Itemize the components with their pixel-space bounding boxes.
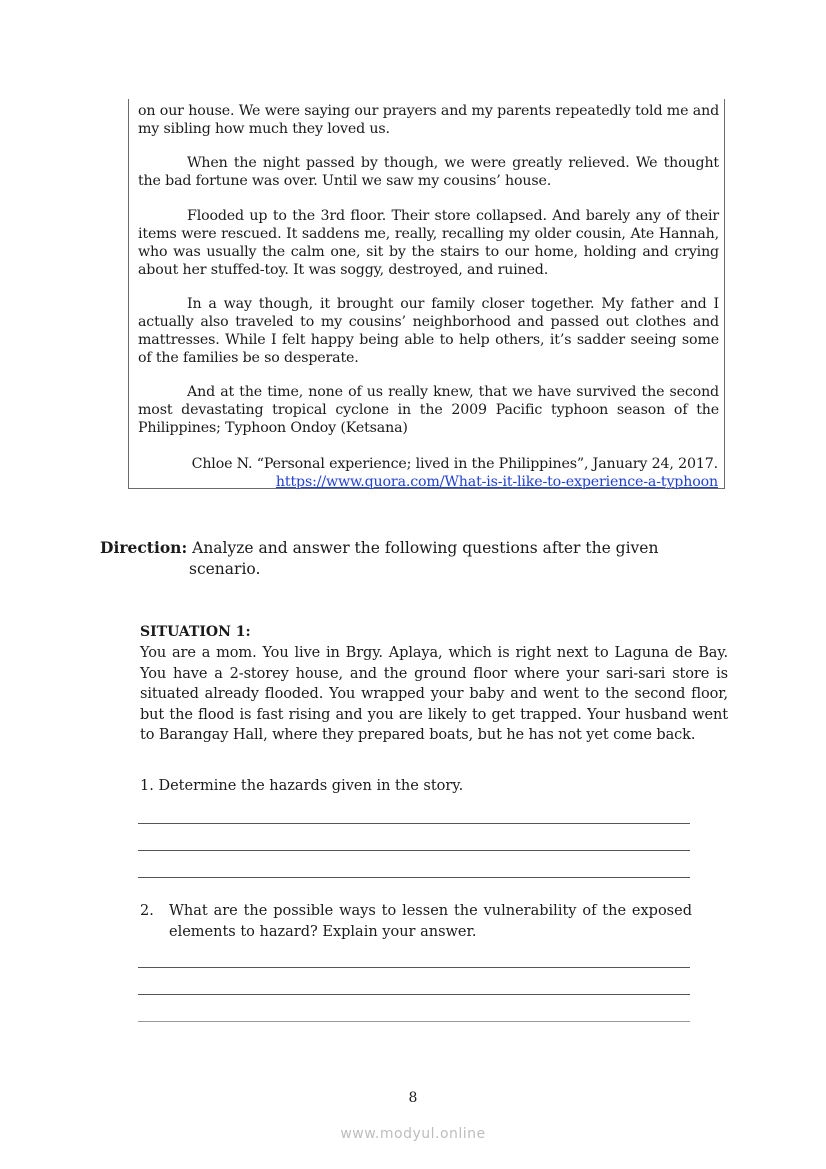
situation-title: SITUATION 1:: [140, 624, 251, 640]
question-number: 1.: [140, 778, 154, 794]
answer-line[interactable]: [138, 877, 690, 878]
answer-line[interactable]: [138, 967, 690, 968]
answer-line[interactable]: [138, 850, 690, 851]
story-paragraph: When the night passed by though, we were greatly relieved. We thought the bad fortune was over. Until we saw my cousins’ house.: [138, 155, 719, 189]
direction-label: Direction:: [100, 538, 188, 557]
direction-text-cont: scenario.: [189, 560, 261, 578]
citation: [192, 455, 718, 491]
situation-body: You are a mom. You live in Brgy. Aplaya, which is right next to Laguna de Bay. You have a 2-storey house, and the ground floor where your sari-sari store is situated already flooded. You wrapped your baby and went to the second floor, but the flood is fast rising and you are likely to get trapped. Your husband went to Barangay Hall, where they prepared boats, but he has not yet come back.: [140, 645, 728, 743]
question-text: What are the possible ways to lessen the vulnerability of the exposed elements to hazard? Explain your answer.: [169, 903, 692, 940]
direction: [100, 537, 700, 580]
story-paragraph: In a way though, it brought our family closer together. My father and I actually also traveled to my cousins’ neighborhood and passed out clothes and mattresses. While I felt happy being able to help others, it’s sadder seeing some of the families be so desperate.: [138, 296, 719, 366]
question-text: Determine the hazards given in the story.: [158, 778, 464, 794]
question-number: 2.: [140, 903, 154, 919]
answer-line[interactable]: [138, 823, 690, 824]
story-paragraph: Flooded up to the 3rd floor. Their store collapsed. And barely any of their items were rescued. It saddens me, really, recalling my older cousin, Ate Hannah, who was usually the calm one, sit by the stairs to our home, holding and crying about her stuffed-toy. It was soggy, destroyed, and ruined.: [138, 208, 719, 278]
direction-text: Analyze and answer the following questions after the given: [192, 539, 659, 557]
story-box: [128, 99, 725, 489]
answer-line[interactable]: [138, 1021, 690, 1022]
question-1: [140, 778, 463, 794]
source-link[interactable]: https://www.quora.com/What-is-it-like-to-experience-a-typhoon: [275, 474, 718, 490]
question-2: [140, 901, 692, 942]
watermark: www.modyul.online: [340, 1126, 486, 1142]
page-number: 8: [408, 1090, 418, 1106]
answer-line[interactable]: [138, 994, 690, 995]
citation-text: Chloe N. “Personal experience; lived in the Philippines”, January 24, 2017.: [191, 456, 718, 472]
story-paragraph: on our house. We were saying our prayers and my parents repeatedly told me and my sibling how much they loved us.: [138, 103, 719, 137]
story-paragraph: And at the time, none of us really knew, that we have survived the second most devastating tropical cyclone in the 2009 Pacific typhoon season of the Philippines; Typhoon Ondoy (Ketsana): [138, 384, 719, 436]
